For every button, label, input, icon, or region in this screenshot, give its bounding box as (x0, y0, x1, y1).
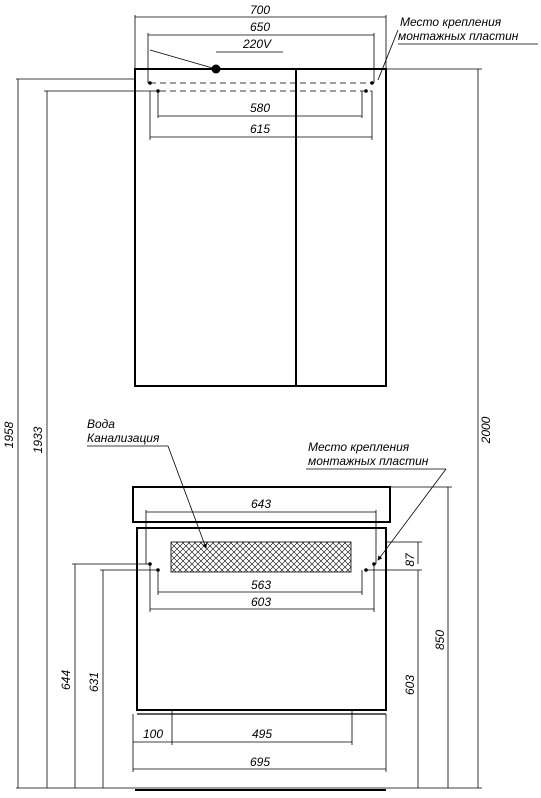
dim-615: 615 (249, 122, 271, 136)
top-mount-note (378, 15, 538, 80)
dim-495: 495 (251, 727, 273, 741)
dim-1933: 1933 (31, 426, 45, 454)
power-label: 220V (243, 37, 272, 51)
dim-87: 87 (403, 553, 417, 567)
dim-2000: 2000 (479, 416, 493, 444)
bottom-mount-note-line1: Место крепления (308, 440, 410, 454)
bottom-mount-note-line2: монтажных пластин (308, 454, 429, 468)
dim-100: 100 (142, 727, 164, 741)
dim-603-vertical: 603 (403, 674, 417, 696)
dim-580: 580 (249, 101, 271, 115)
mount-point-icon (370, 81, 374, 85)
top-dimensions (135, 3, 386, 140)
sewer-label: Канализация (87, 431, 160, 445)
vertical-dimensions (2, 69, 493, 790)
mount-point-icon (148, 81, 152, 85)
bottom-dimensions (133, 497, 386, 772)
top-mount-note-line1: Место крепления (400, 15, 502, 29)
water-label: Вода (87, 417, 115, 431)
dim-700: 700 (249, 3, 271, 17)
mount-point-icon (364, 89, 368, 93)
dim-603-horizontal: 603 (250, 595, 272, 609)
dim-644: 644 (59, 669, 73, 691)
dim-1958: 1958 (2, 421, 16, 449)
dim-563: 563 (250, 578, 272, 592)
dim-850: 850 (433, 629, 447, 651)
dim-631: 631 (87, 671, 101, 693)
top-mount-note-line2: монтажных пластин (398, 29, 519, 43)
dim-695: 695 (249, 755, 271, 769)
pipes-zone (171, 542, 351, 572)
top-cabinet-body (135, 69, 386, 386)
dim-650: 650 (249, 20, 271, 34)
mount-point-icon (364, 568, 368, 572)
dim-643: 643 (250, 497, 272, 511)
